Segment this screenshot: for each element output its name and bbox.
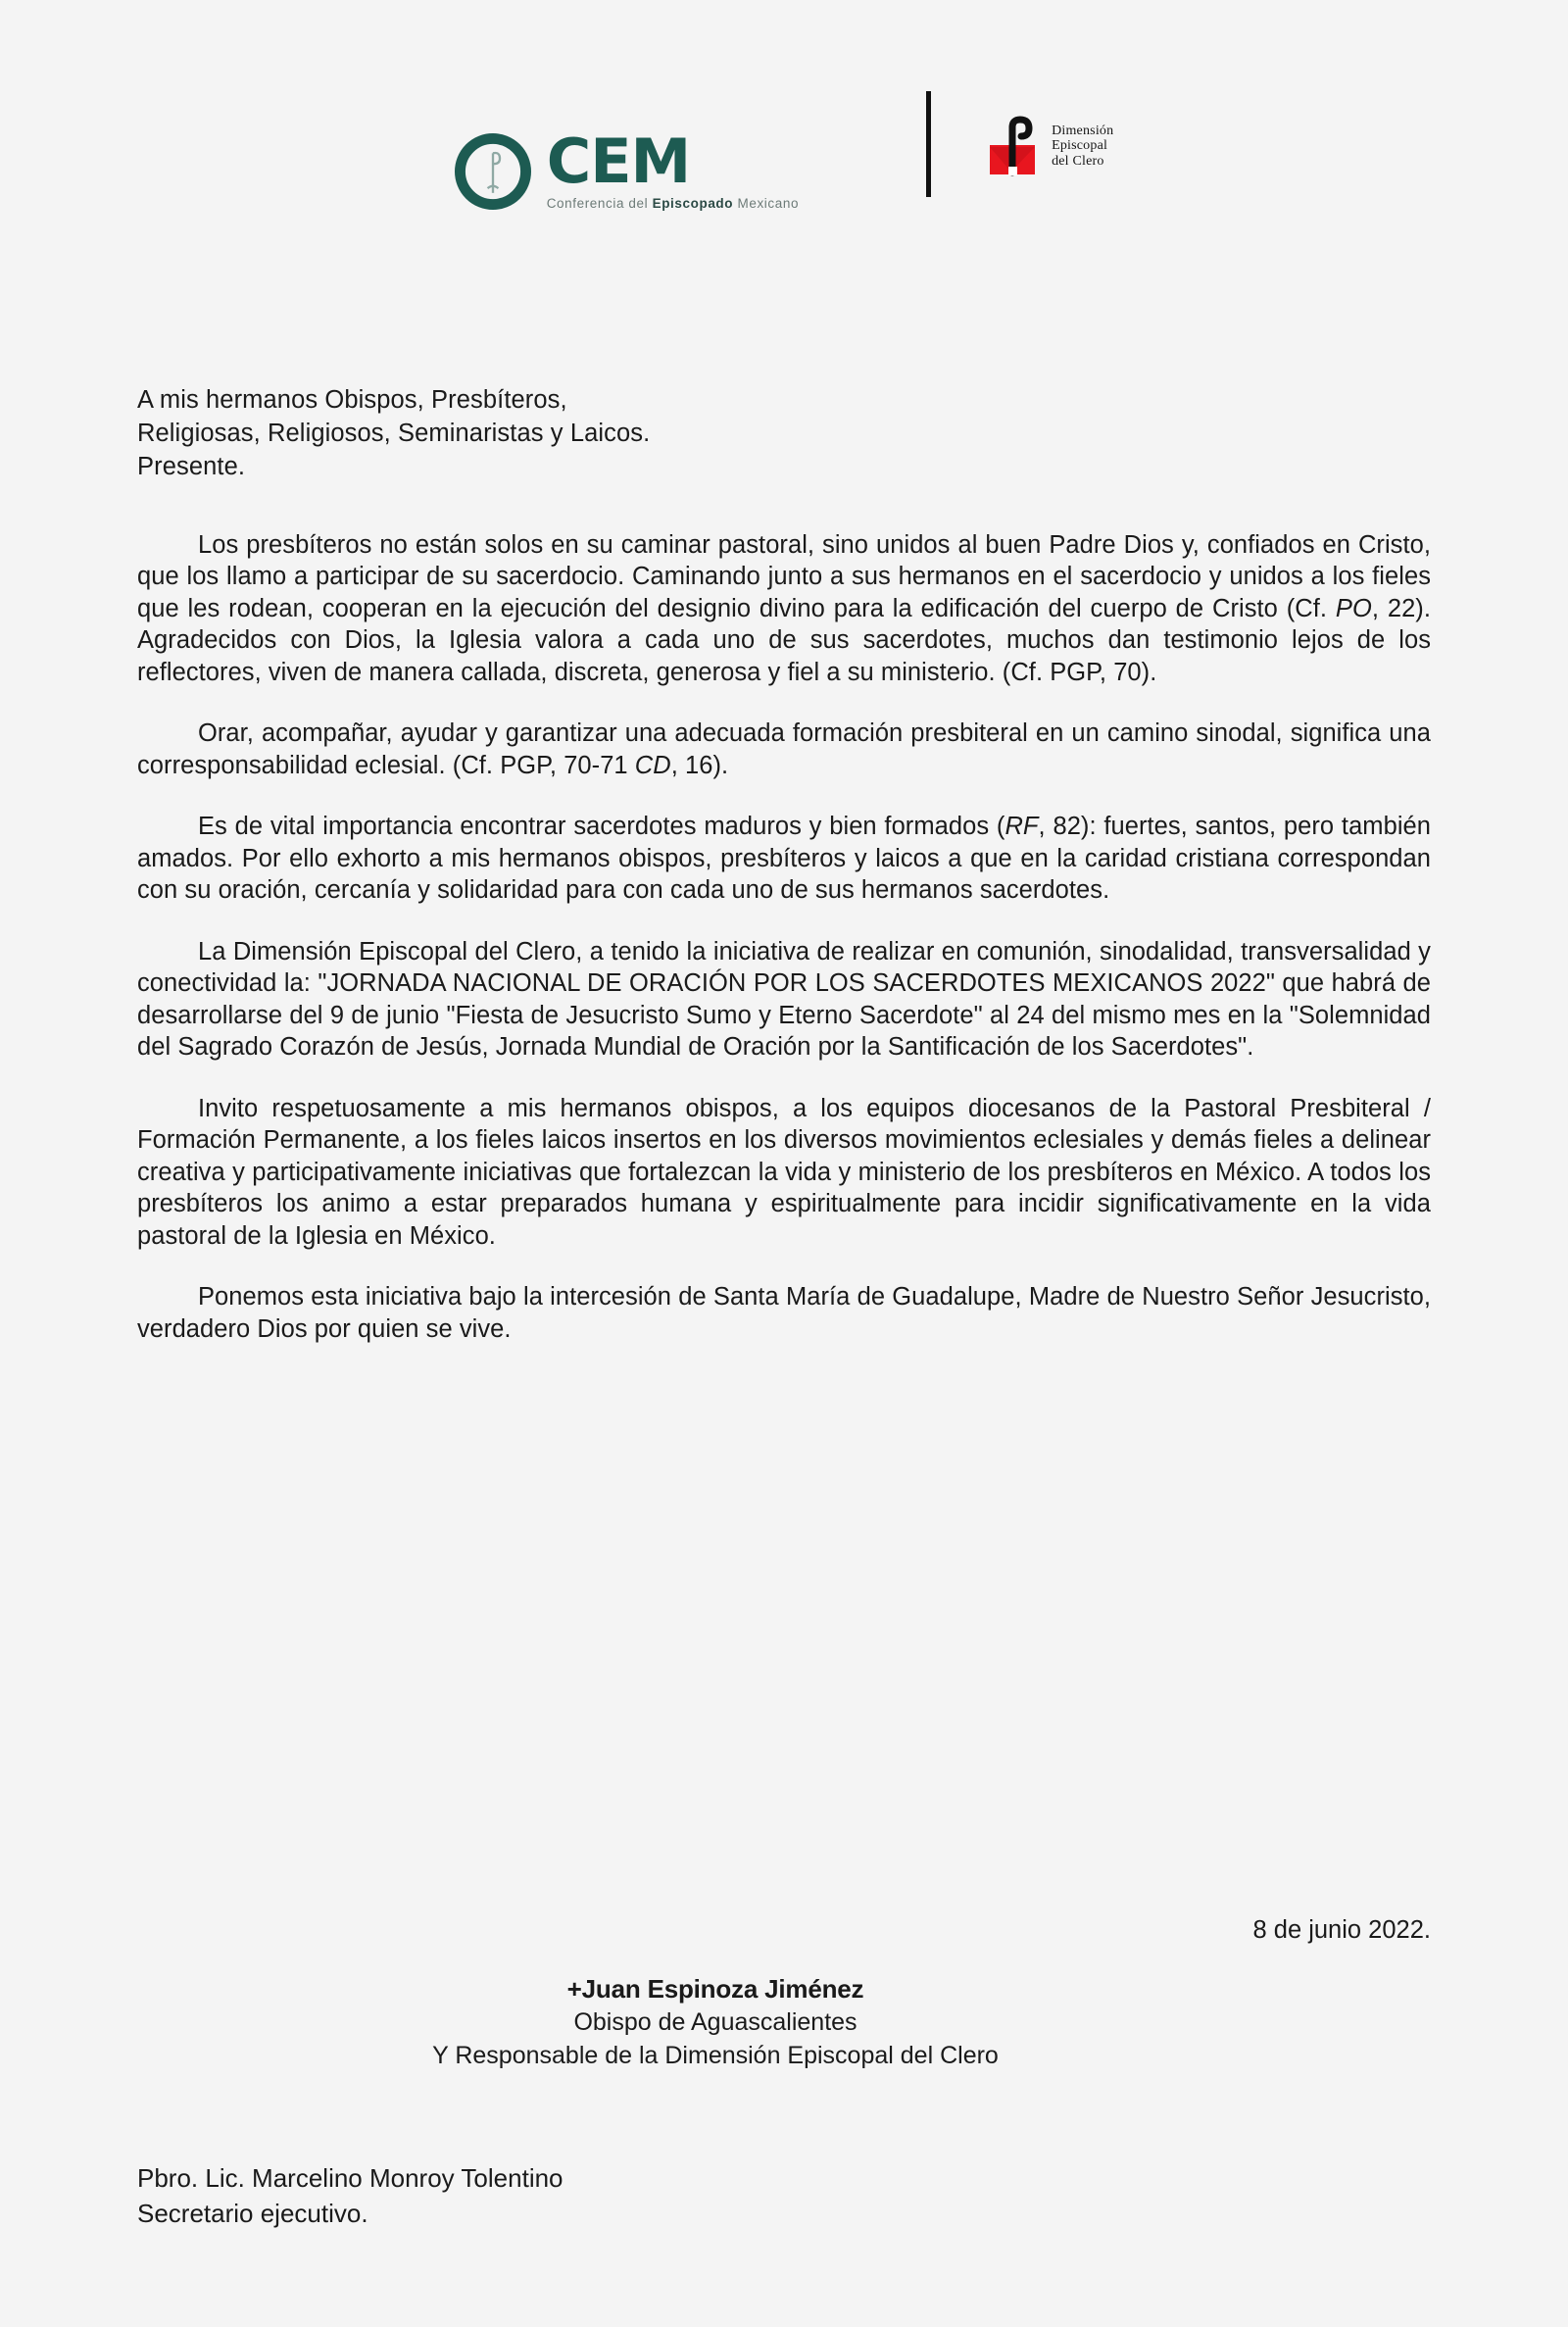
citation-reference: PO — [1335, 594, 1372, 622]
signer-title-1: Obispo de Aguascalientes — [573, 2008, 858, 2037]
cem-tagline — [547, 197, 799, 211]
letter-paragraph — [137, 1281, 1431, 1345]
letter-body — [137, 384, 1431, 1345]
paragraph-text: La Dimensión Episcopal del Clero, a tenido la iniciativa de realizar en comunión, sinodalidad, transversalidad y conectividad la: "JORNADA NACIONAL DE ORACIÓN POR LOS SACERDOTES MEXICANOS 2022" que habrá de desarrollarse del 9 de junio "Fiesta de Jesucristo Sumo y Eterno Sacerdote" al 24 del mismo mes en la "Solemnidad del Sagrado Corazón de Jesús, Jornada Mundial de Oración por la Santificación de los Sacerdotes". — [137, 937, 1431, 1062]
secretary-signature-block — [137, 2161, 564, 2231]
dimension-line-2: Episcopal — [1052, 138, 1108, 154]
letterhead — [0, 59, 1568, 255]
letterhead-divider — [926, 91, 931, 197]
paragraph-text: , 16). — [670, 751, 729, 779]
secretary-name: Pbro. Lic. Marcelino Monroy Tolentino — [137, 2163, 564, 2193]
paragraph-text: Los presbíteros no están solos en su caminar pastoral, sino unidos al buen Padre Dios y, confiados en Cristo, que los llamo a participar de su sacerdocio. Caminando junto a sus hermanos en el sacerdocio y unidos a los fieles que les rodean, cooperan en la ejecución del designio divino para la edificación del cuerpo de Cristo (Cf. — [137, 530, 1431, 622]
cem-crosier-circle-icon — [455, 133, 531, 210]
letter-paragraph — [137, 529, 1431, 689]
paragraph-text: , 22). Agradecidos con Dios, la Iglesia valora a cada uno de sus sacerdotes, muchos dan testimonio lejos de los reflectores, viven de manera callada, discreta, generosa y fiel a su ministerio. (Cf. PGP, 70). — [137, 594, 1431, 686]
addressee-line-2: Religiosas, Religiosos, Seminaristas y Laicos. — [137, 419, 651, 447]
cem-wordmark — [546, 124, 800, 211]
addressee-line-1: A mis hermanos Obispos, Presbíteros, — [137, 386, 567, 414]
citation-reference: CD — [634, 751, 671, 779]
red-crosier-icon — [986, 116, 1043, 176]
secretary-title: Secretario ejecutivo. — [137, 2198, 368, 2228]
paragraph-text: Es de vital importancia encontrar sacerdotes maduros y bien formados ( — [198, 813, 1005, 841]
dimension-episcopal-logo — [986, 116, 1113, 176]
citation-reference: RF — [1004, 813, 1039, 841]
cem-tagline-prefix: Conferencia del — [546, 195, 653, 211]
paragraph-text: Invito respetuosamente a mis hermanos obispos, a los equipos diocesanos de la Pastoral Presbiteral / Formación Permanente, a los fieles laicos insertos en los diversos movimientos eclesiales y demás fieles a delinear creativa y participativamente iniciativas que fortalezcan la vida y ministerio de los presbíteros en México. A todos los presbíteros los animo a estar preparados humana y espiritualmente para incidir significativamente en la vida pastoral de la Iglesia en México. — [137, 1094, 1431, 1250]
cem-tagline-bold: Episcopado — [652, 195, 738, 211]
signer-title-2: Y Responsable de la Dimensión Episcopal del Clero — [432, 2041, 999, 2069]
signer-name: +Juan Espinoza Jiménez — [566, 1974, 864, 2004]
dimension-line-3: del Clero — [1052, 153, 1104, 169]
paragraph-list — [137, 529, 1431, 1346]
cem-tagline-suffix: Mexicano — [737, 195, 800, 211]
addressee-block — [137, 384, 1431, 484]
paragraph-text: Ponemos esta iniciativa bajo la intercesión de Santa María de Guadalupe, Madre de Nuestro Señor Jesucristo, verdadero Dios por quien se vive. — [137, 1283, 1431, 1343]
cem-acronym: CEM — [546, 124, 691, 197]
dimension-line-1: Dimensión — [1052, 124, 1114, 139]
letter-paragraph — [137, 1093, 1431, 1253]
letter-date: 8 de junio 2022. — [1252, 1916, 1431, 1944]
dimension-episcopal-wordmark — [1052, 124, 1113, 168]
letter-paragraph — [137, 811, 1431, 907]
paragraph-text: Orar, acompañar, ayudar y garantizar una adecuada formación presbiteral en un camino sinodal, significa una corresponsabilidad eclesial. (Cf. PGP, 70-71 — [137, 719, 1431, 779]
cem-logo — [455, 124, 800, 211]
signature-block — [137, 1972, 1294, 2073]
letter-paragraph — [137, 718, 1431, 781]
paragraph-text: , 82): fuertes, santos, pero también amados. Por ello exhorto a mis hermanos obispos, presbíteros y laicos a que en la caridad cristiana correspondan con su oración, cercanía y solidaridad para con cada uno de sus hermanos sacerdotes. — [137, 813, 1432, 905]
letter-paragraph — [137, 936, 1431, 1064]
addressee-line-3: Presente. — [137, 452, 246, 480]
